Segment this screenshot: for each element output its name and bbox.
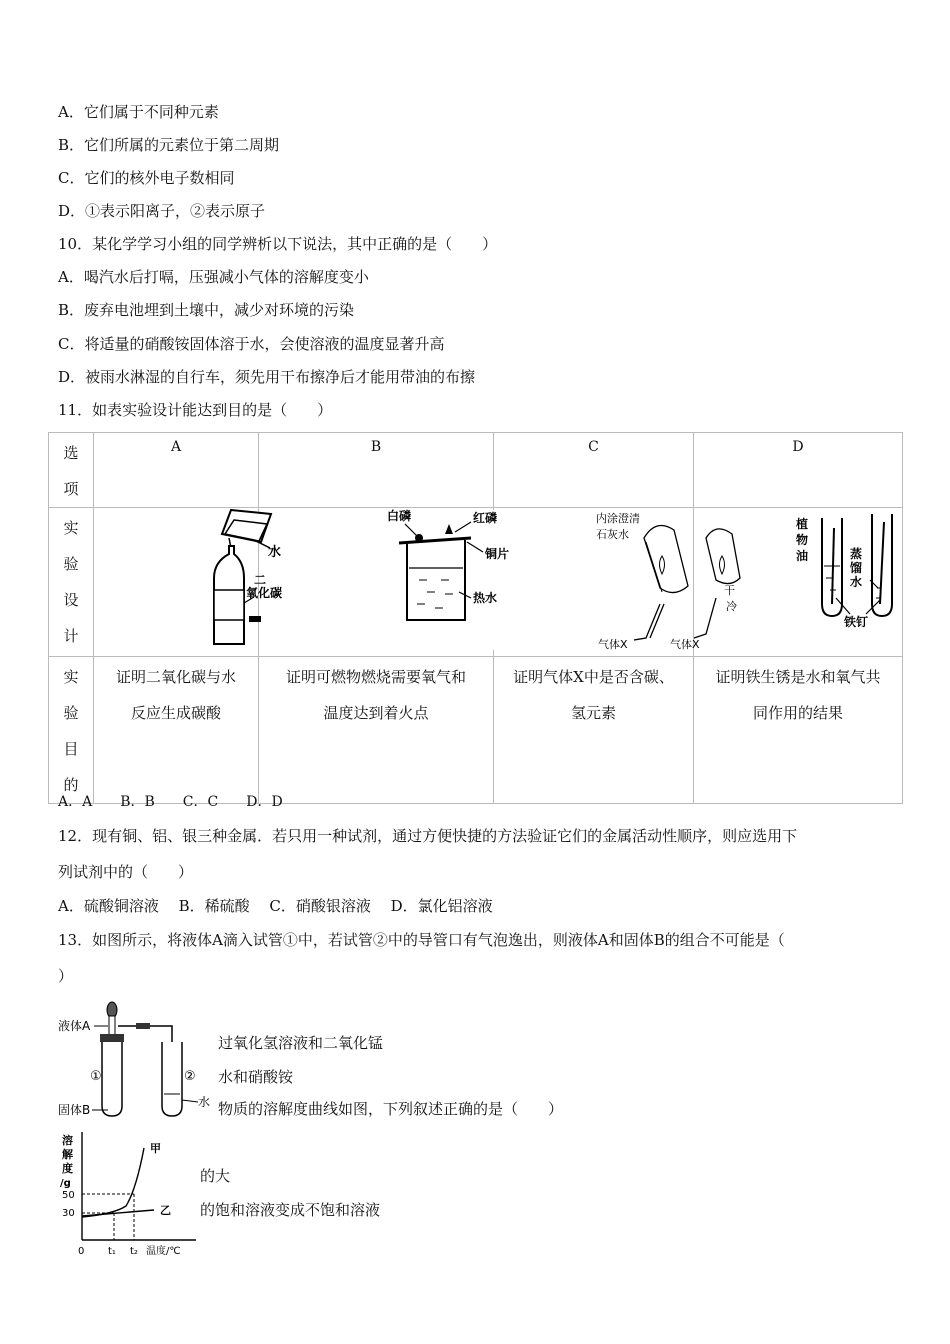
label-solid-b: 固体B <box>58 1103 91 1117</box>
label-water: 水 <box>268 545 282 560</box>
svg-text:/g: /g <box>60 1178 71 1189</box>
q10-option-d: D．被雨水淋湿的自行车，须先用干布擦净后才能用带油的布擦 <box>58 368 476 386</box>
q13-stem-line2: ） <box>58 967 74 985</box>
q10-option-b: B．废弃电池埋到土壤中，减少对环境的污染 <box>58 301 355 319</box>
row-label-goal: 实 验 目 的 <box>49 657 94 804</box>
tick-y-50: 50 <box>62 1190 75 1201</box>
label-red-phosphorus: 红磷 <box>473 511 498 525</box>
label-liquid-a: 液体A <box>58 1019 91 1033</box>
svg-text:二: 二 <box>254 573 267 587</box>
tick-x-t2: t₂ <box>130 1246 138 1257</box>
row-label-option: 选 项 <box>49 433 94 508</box>
svg-text:物: 物 <box>796 533 809 547</box>
q12-stem-line1: 12．现有铜、铝、银三种金属．若只用一种试剂，通过方便快捷的方法验证它们的金属活动性顺序，则应选用下 <box>58 827 798 845</box>
q10-stem: 10．某化学学习小组的同学辨析以下说法，其中正确的是（ ） <box>58 235 498 253</box>
label-cold: 冷 <box>726 600 737 613</box>
goal-a: 证明二氧化碳与水 反应生成碳酸 <box>94 657 259 804</box>
series-label-yi: 乙 <box>160 1204 171 1217</box>
q14-stem-partial: 物质的溶解度曲线如图，下列叙述正确的是（ ） <box>218 1100 564 1118</box>
header-b: B <box>259 433 494 508</box>
tick-x-t1: t₁ <box>108 1246 116 1257</box>
gas-combustion-figure <box>494 508 737 652</box>
design-c <box>494 508 737 657</box>
svg-text:油: 油 <box>796 549 809 563</box>
q11-stem: 11．如表实验设计能达到目的是（ ） <box>58 401 333 419</box>
q9-option-c: C．它们的核外电子数相同 <box>58 169 235 187</box>
label-limewater-1: 内涂澄清 <box>596 512 640 525</box>
header-a: A <box>94 433 259 508</box>
experiment-table <box>48 432 903 804</box>
q10-option-a: A．喝汽水后打嗝，压强减小气体的溶解度变小 <box>58 268 369 286</box>
x-axis-label: 温度/℃ <box>146 1246 181 1257</box>
tick-x-0: 0 <box>78 1246 85 1257</box>
label-white-phosphorus: 白磷 <box>387 509 412 523</box>
label-water-tube: 水 <box>198 1095 211 1109</box>
svg-text:度: 度 <box>62 1162 73 1175</box>
design-d <box>694 508 903 657</box>
q12-options: A．硫酸铜溶液 B．稀硫酸 C．硝酸银溶液 D．氯化铝溶液 <box>58 897 493 915</box>
label-tube-2: ② <box>184 1069 196 1084</box>
q11-answers: A．A B．B C．C D．D <box>58 794 283 810</box>
svg-text:化: 化 <box>258 586 271 600</box>
header-d: D <box>694 433 903 508</box>
svg-text:蒸: 蒸 <box>850 547 863 561</box>
svg-text:溶: 溶 <box>62 1134 73 1147</box>
q14-option-partial-1: 的大 <box>200 1167 231 1185</box>
design-b <box>259 508 510 657</box>
svg-text:氧: 氧 <box>246 586 259 600</box>
co2-bottle-figure <box>94 508 283 652</box>
svg-text:水: 水 <box>850 575 863 589</box>
table-row-options <box>49 433 903 508</box>
label-limewater-2: 石灰水 <box>596 528 629 541</box>
table-row-design <box>49 508 903 657</box>
q9-option-d: D．①表示阳离子，②表示原子 <box>58 202 266 220</box>
q13-stem-line1: 13．如图所示，将液体A滴入试管①中，若试管②中的导管口有气泡逸出，则液体A和固体B的组合不可能是（ <box>58 931 785 949</box>
svg-text:解: 解 <box>62 1148 73 1161</box>
q12-stem-line2: 列试剂中的（ ） <box>58 863 194 881</box>
tick-y-30: 30 <box>62 1208 75 1219</box>
iron-rust-figure <box>694 508 903 652</box>
label-iron-nail: 铁钉 <box>844 615 869 629</box>
q14-option-partial-2: 的饱和溶液变成不饱和溶液 <box>200 1201 381 1219</box>
solubility-chart <box>58 1128 200 1260</box>
label-copper: 铜片 <box>485 547 510 561</box>
q9-option-b: B．它们所属的元素位于第二周期 <box>58 136 280 154</box>
header-c: C <box>494 433 694 508</box>
svg-text:植: 植 <box>796 517 809 531</box>
q13-option-partial-1: 过氧化氢溶液和二氧化锰 <box>218 1034 384 1052</box>
goal-b: 证明可燃物燃烧需要氧气和 温度达到着火点 <box>259 657 494 804</box>
label-gas-x-1: 气体X <box>598 638 628 651</box>
phosphorus-beaker-figure <box>259 508 510 652</box>
label-hot-water: 热水 <box>473 591 498 605</box>
q10-option-c: C．将适量的硝酸铵固体溶于水，会使溶液的温度显著升高 <box>58 335 445 353</box>
goal-d: 证明铁生锈是水和氧气共 同作用的结果 <box>694 657 903 804</box>
svg-text:碳: 碳 <box>270 586 283 600</box>
table-row-goal <box>49 657 903 804</box>
q13-option-partial-2: 水和硝酸铵 <box>218 1068 294 1086</box>
row-label-design: 实 验 设 计 <box>49 508 94 657</box>
label-tube-1: ① <box>90 1069 102 1084</box>
series-label-jia: 甲 <box>150 1142 161 1155</box>
design-a <box>94 508 283 657</box>
goal-c: 证明气体X中是否含碳、 氢元素 <box>494 657 694 804</box>
label-dry: 干 <box>724 584 735 597</box>
q13-apparatus-figure <box>58 998 218 1122</box>
label-gas-x-2: 气体X <box>670 638 700 651</box>
q9-option-a: A．它们属于不同种元素 <box>58 103 219 121</box>
svg-text:馏: 馏 <box>850 561 863 575</box>
